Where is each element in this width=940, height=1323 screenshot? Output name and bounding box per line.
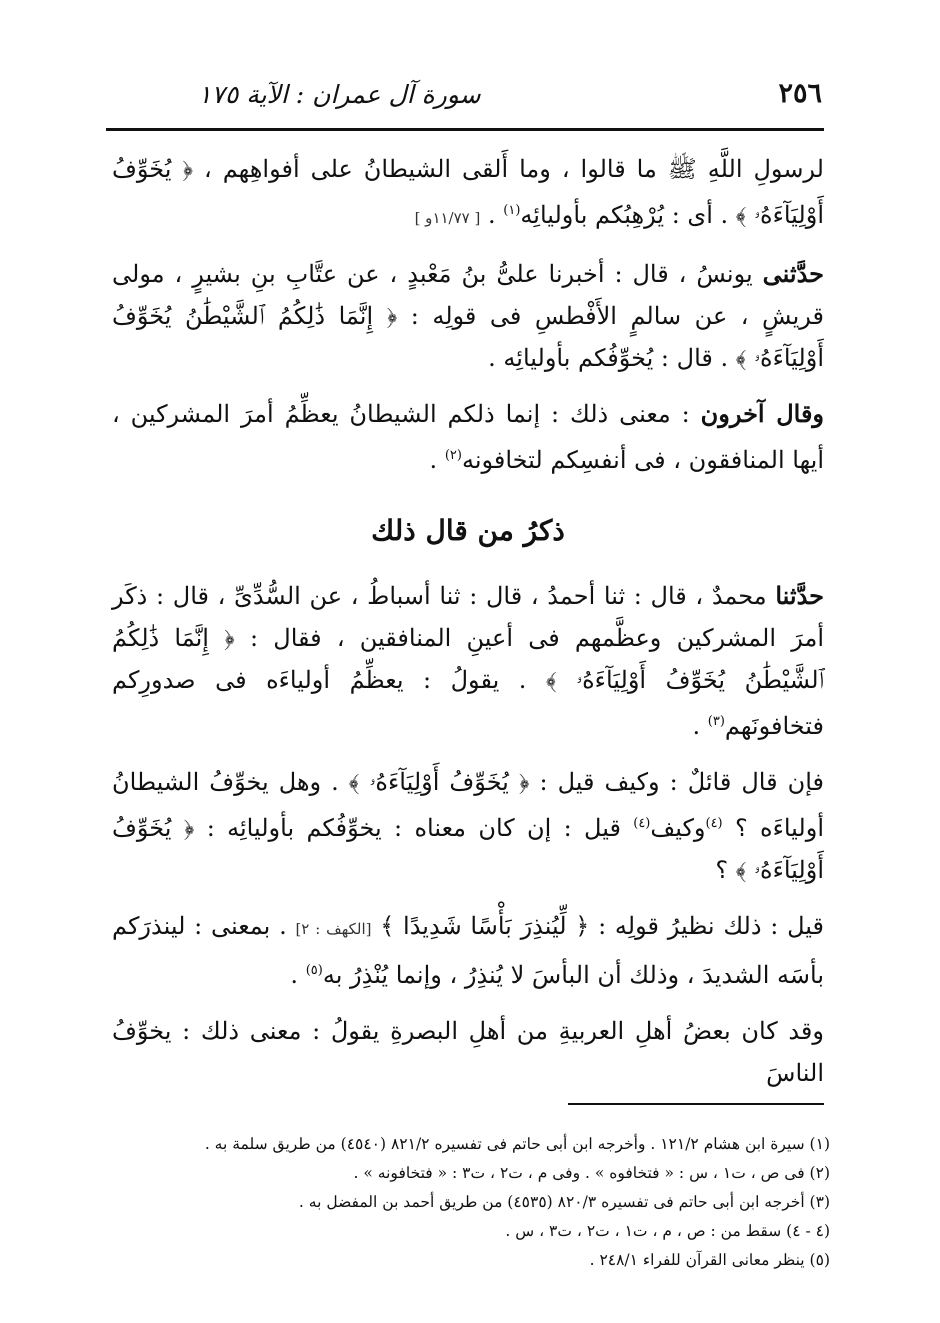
paragraph-text: فإن قال قائلٌ : وكيف قيل : ﴿ يُخَوِّفُ أَوْلِيَآءَهُۥ ﴾ . وهل يخوِّفُ الشيطانُ أولياءَه ؟ bbox=[112, 768, 824, 842]
footnote-ref: (٢) bbox=[444, 448, 462, 463]
paragraph-text: وكيف bbox=[650, 814, 706, 842]
paragraph-text: يونسُ ، قال : أخبرنا علىُّ بنُ مَعْبدٍ ، عن عتَّابِ بنِ بشيرٍ ، مولى قريشٍ ، عن سالمٍ الأَفْطسِ فى قولِه : ﴿ إِنَّمَا ذَٰلِكُمُ ٱلشَّيْطَٰنُ يُخَوِّفُ أَوْلِيَآءَهُۥ ﴾ . قال : يُخوِّفُكم بأوليائِه . bbox=[112, 260, 824, 372]
page-number: ٢٥٦ bbox=[778, 78, 822, 109]
paragraph-text: لرسولِ اللَّهِ ﷺ ما قالوا ، وما أَلقى الشيطانُ على أفواهِهم ، ﴿ يُخَوِّفُ أَوْلِيَآءَهُۥ ﴾ . أى : يُرْهِبُكم بأوليائِه bbox=[112, 155, 824, 229]
spacer bbox=[112, 379, 824, 393]
footnote-ref: (٥) bbox=[305, 963, 323, 978]
paragraph-end: . bbox=[290, 961, 306, 989]
isnad-lead: حدَّثنى bbox=[762, 259, 824, 288]
paragraph-6 bbox=[112, 905, 824, 996]
paragraph-text: وقد كان بعضُ أهلِ العربيةِ من أهلِ البصرةِ يقولُ : معنى ذلك : يخوِّفُ الناسَ bbox=[112, 1017, 824, 1087]
header-rule bbox=[106, 128, 824, 131]
footnote-ref: (٣) bbox=[707, 714, 725, 729]
paragraph-3 bbox=[112, 393, 824, 481]
footnote-4: (٤ - ٤) سقط من : ص ، م ، ت١ ، ت٢ ، ت٣ ، س . bbox=[505, 1222, 830, 1240]
spacer bbox=[112, 239, 824, 253]
spacer bbox=[112, 891, 824, 905]
paragraph-end: . bbox=[429, 446, 445, 474]
spacer bbox=[112, 747, 824, 761]
footnotes bbox=[110, 1130, 830, 1275]
spacer bbox=[112, 996, 824, 1010]
footnote-ref: (٤) bbox=[705, 816, 723, 831]
paragraph-end: . bbox=[487, 201, 504, 229]
paragraph-7 bbox=[112, 1010, 824, 1094]
paragraph-text: محمدٌ ، قال : ثنا أحمدُ ، قال : ثنا أسباطُ ، عن السُّدِّىِّ ، قال : ذكَر أمرَ المشركين وعظَّمهم فى أعينِ المنافقين ، فقال : ﴿ إِنَّمَا ذَٰلِكُمُ ٱلشَّيْطَٰنُ يُخَوِّفُ أَوْلِيَآءَهُۥ ﴾ . يقولُ : يعظِّمُ أولياءَه فى صدورِكم فتخافونَهم bbox=[112, 582, 824, 740]
running-title: سورة آل عمران : الآية ١٧٥ bbox=[198, 80, 481, 109]
page-header bbox=[108, 78, 822, 118]
paragraph-text: : معنى ذلك : إنما ذلكم الشيطانُ يعظِّمُ أمرَ المشركين ، أيها المنافقون ، فى أنفسِكم لتخافونه bbox=[112, 400, 824, 474]
paragraph-1 bbox=[112, 148, 824, 239]
paragraph-text: . بمعنى : لينذرَكم بأسَه الشديدَ ، وذلك أن البأسَ لا يُنذِرُ ، وإنما يُنْذِرُ به bbox=[112, 912, 824, 989]
manuscript-ref: [ ١١/٧٧و ] bbox=[414, 209, 481, 227]
footnote-1: (١) سيرة ابن هشام ١٢١/٢ . وأخرجه ابن أبى حاتم فى تفسيره ٨٢١/٢ (٤٥٤٠) من طريق سلمة به . bbox=[204, 1135, 830, 1153]
paragraph-end: . bbox=[692, 712, 708, 740]
surah-ref: [الكهف : ٢] bbox=[295, 920, 372, 938]
main-text bbox=[112, 148, 824, 1094]
footnote-rule bbox=[568, 1103, 824, 1105]
paragraph-text: قيل : إن كان معناه : يخوِّفُكم بأوليائِه : ﴿ يُخَوِّفُ أَوْلِيَآءَهُۥ ﴾ ؟ bbox=[112, 814, 824, 884]
footnote-ref: (١) bbox=[503, 203, 521, 218]
paragraph-2 bbox=[112, 253, 824, 379]
footnote-5: (٥) ينظر معانى القرآن للفراء ٢٤٨/١ . bbox=[589, 1251, 830, 1269]
isnad-lead: حدَّثنا bbox=[775, 581, 824, 610]
footnote-3: (٣) أخرجه ابن أبى حاتم فى تفسيره ٨٢٠/٣ (٤٥٣٥) من طريق أحمد بن المفضل به . bbox=[298, 1193, 830, 1211]
footnote-ref: (٤) bbox=[633, 816, 651, 831]
footnote-2: (٢) فى ص ، ت١ ، س : « فتخافوه » . وفى م ، ت٢ ، ت٣ : « فتخافونه » . bbox=[353, 1164, 830, 1182]
section-heading: ذكرُ من قال ذلك bbox=[371, 514, 565, 547]
paragraph-5 bbox=[112, 761, 824, 891]
paragraph-text: قيل : ذلك نظيرُ قولِه : ﴿ لِّيُنذِرَ بَأْسًا شَدِيدًا ﴾ bbox=[371, 912, 824, 940]
paragraph-4 bbox=[112, 575, 824, 747]
opinion-lead: وقال آخرون bbox=[700, 399, 825, 428]
